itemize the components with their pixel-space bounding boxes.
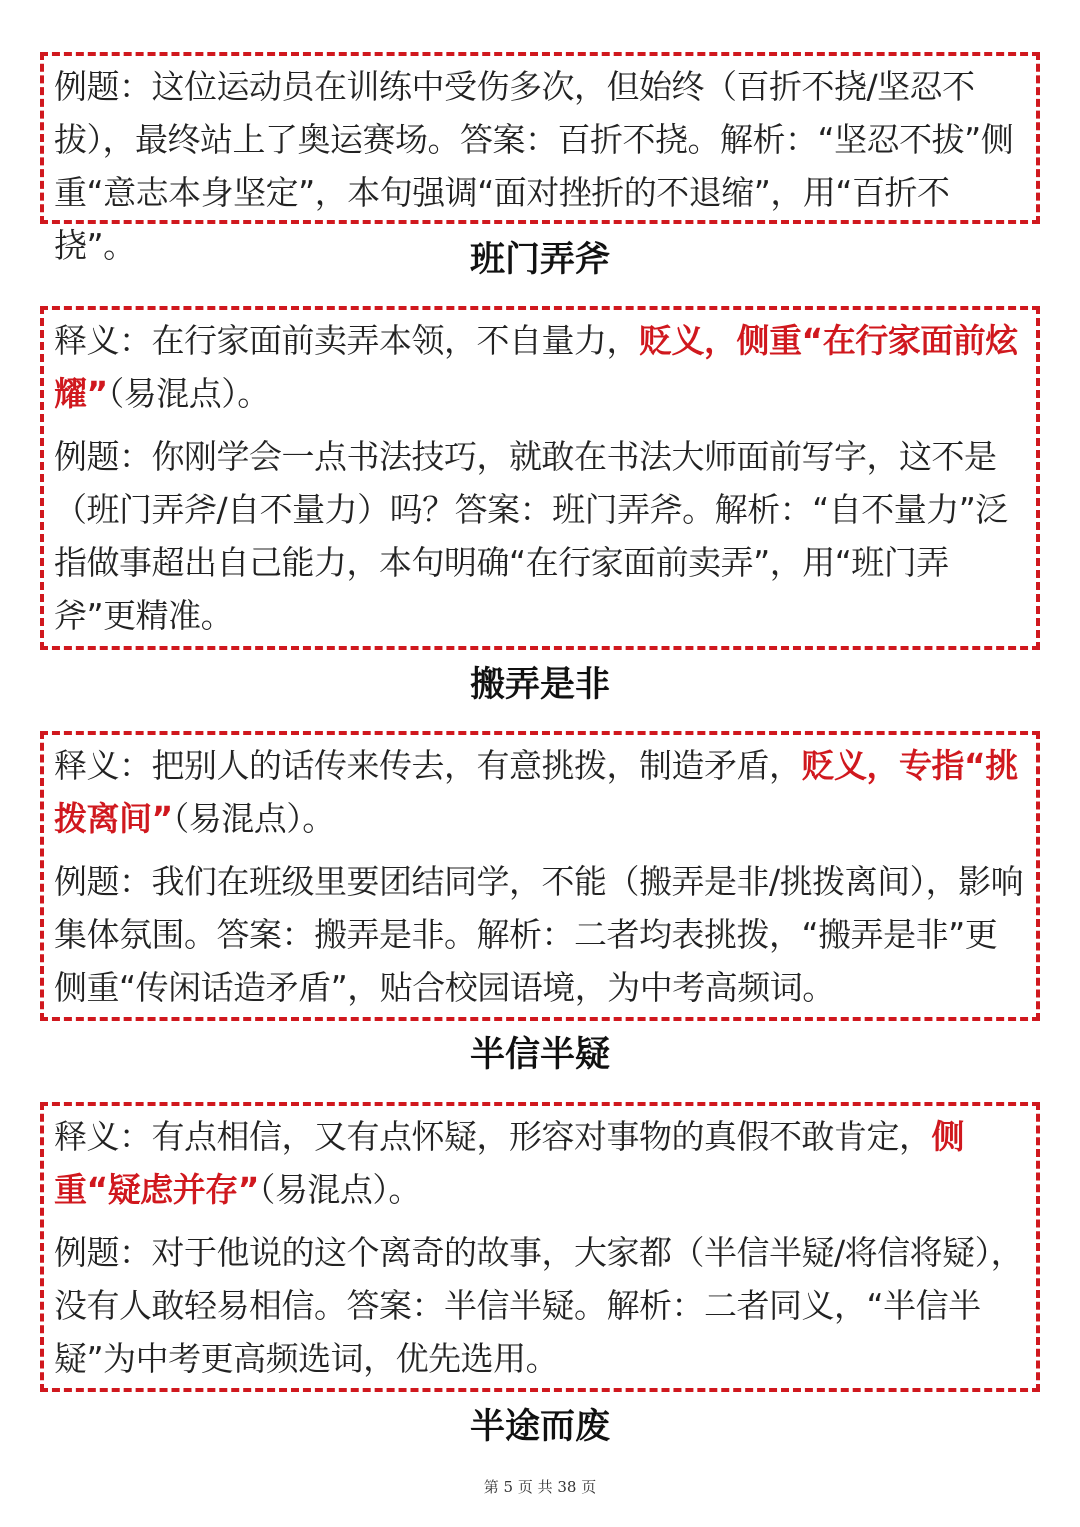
example-text: 例题：这位运动员在训练中受伤多次，但始终（百折不挠/坚忍不拔），最终站上了奥运赛场。答案：百折不挠。解析：“坚忍不拔”侧重“意志本身坚定”，本句强调“面对挫折的不退缩”，用“百折不挠”。 [54, 67, 1014, 265]
example-text: 例题：我们在班级里要团结同学，不能（搬弄是非/挑拨离间），影响集体氛围。答案：搬弄是非。解析：二者均表挑拨，“搬弄是非”更侧重“传闲话造矛盾”，贴合校园语境，为中考高频词。 [54, 862, 1024, 1007]
meaning-prefix: 释义：有点相信，又有点怀疑，形容对事物的真假不敢肯定， [54, 1117, 932, 1156]
idiom-title-banxinbanyi: 半信半疑 [469, 1035, 610, 1075]
meaning-suffix: （易混点）。 [172, 799, 335, 838]
meaning-suffix: （易混点）。 [258, 1170, 421, 1209]
meaning-text [54, 1110, 1026, 1216]
example-text: 例题：你刚学会一点书法技巧，就敢在书法大师面前写字，这不是（班门弄斧/自不量力）吗？答案：班门弄斧。解析：“自不量力”泛指做事超出自己能力，本句明确“在行家面前卖弄”，用“班门弄斧”更精准。 [54, 437, 1008, 635]
meaning-text [54, 739, 1026, 845]
idiom-title-banlongshifei: 搬弄是非 [469, 665, 610, 705]
meaning-prefix: 释义：把别人的话传来传去，有意挑拨，制造矛盾， [54, 746, 802, 785]
entry-box-4 [40, 1102, 1040, 1392]
meaning-highlight: 侧重“疑虑并存” [54, 1117, 964, 1209]
entry-box-3 [40, 731, 1040, 1021]
meaning-prefix: 释义：在行家面前卖弄本领，不自量力， [54, 321, 639, 360]
entry-box-2 [40, 306, 1040, 650]
meaning-text [54, 314, 1026, 420]
meaning-highlight: 贬义，侧重“在行家面前炫耀” [54, 321, 1018, 413]
idiom-title-banmennongfu: 班门弄斧 [469, 240, 610, 280]
page-footer: 第 5 页 共 38 页 [483, 1478, 597, 1496]
meaning-highlight: 贬义，专指“挑拨离间” [54, 746, 1018, 838]
example-text: 例题：对于他说的这个离奇的故事，大家都（半信半疑/将信将疑），没有人敢轻易相信。答案：半信半疑。解析：二者同义，“半信半疑”为中考更高频选词，优先选用。 [54, 1233, 1024, 1378]
idiom-title-bantuerfei: 半途而废 [469, 1407, 610, 1447]
meaning-suffix: （易混点）。 [107, 374, 270, 413]
